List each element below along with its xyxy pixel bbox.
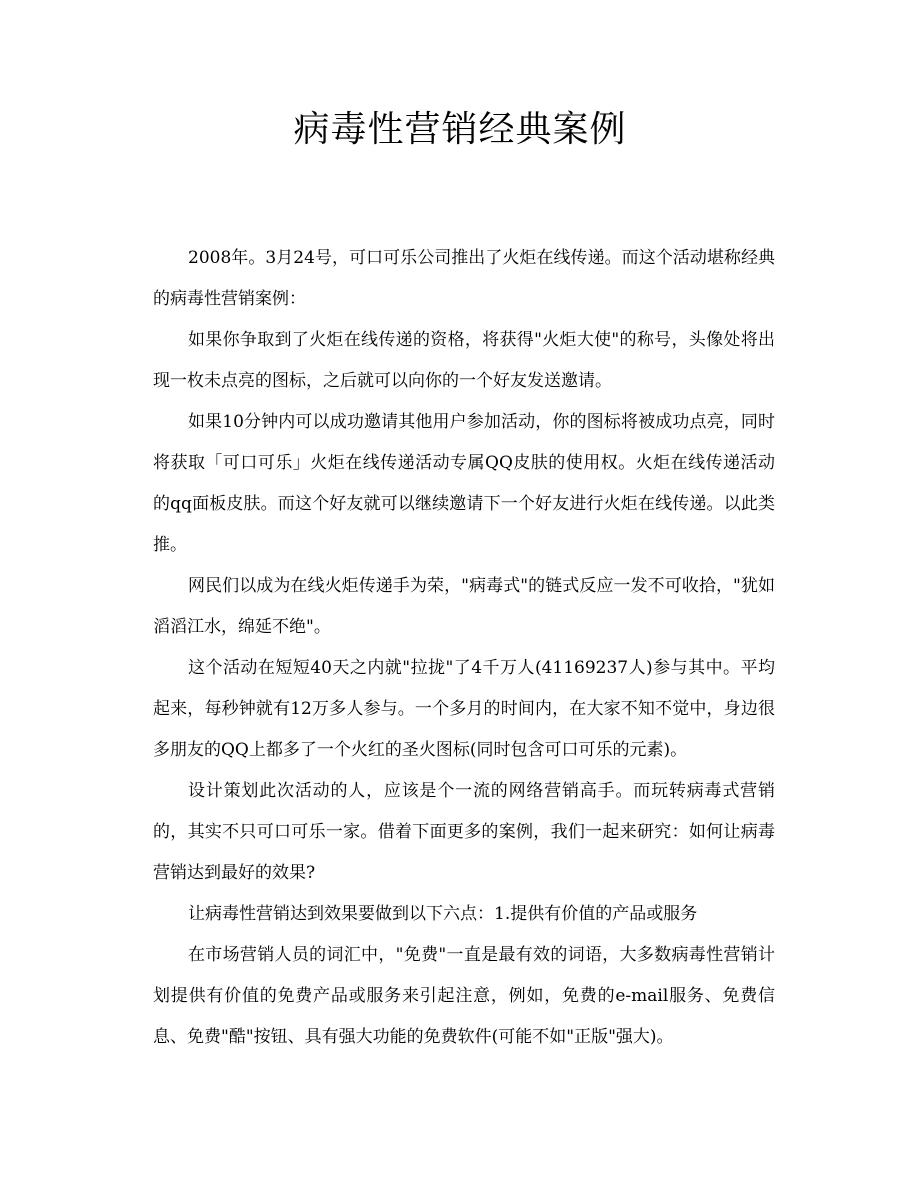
document-title: 病毒性营销经典案例: [293, 109, 627, 150]
document-body: [153, 238, 775, 1058]
paragraph-1: 2008年。3月24号，可口可乐公司推出了火炬在线传递。而这个活动堪称经典的病毒性营销案例：: [153, 248, 775, 309]
paragraph-5: 这个活动在短短40天之内就"拉拢"了4千万人(41169237人)参与其中。平均起来，每秒钟就有12万多人参与。一个多月的时间内，在大家不知不觉中，身边很多朋友的QQ上都多了一个火红的圣火图标(同时包含可口可乐的元素)。: [153, 658, 775, 760]
paragraph-6: 设计策划此次活动的人，应该是个一流的网络营销高手。而玩转病毒式营销的，其实不只可口可乐一家。借着下面更多的案例，我们一起来研究：如何让病毒营销达到最好的效果?: [153, 781, 775, 883]
paragraph-2: 如果你争取到了火炬在线传递的资格，将获得"火炬大使"的称号，头像处将出现一枚未点亮的图标，之后就可以向你的一个好友发送邀请。: [153, 330, 775, 391]
paragraph-4: 网民们以成为在线火炬传递手为荣，"病毒式"的链式反应一发不可收拾，"犹如滔滔江水，绵延不绝"。: [153, 576, 775, 637]
paragraph-3: 如果10分钟内可以成功邀请其他用户参加活动，你的图标将被成功点亮，同时将获取「可口可乐」火炬在线传递活动专属QQ皮肤的使用权。火炬在线传递活动的qq面板皮肤。而这个好友就可以继续邀请下一个好友进行火炬在线传递。以此类推。: [153, 412, 775, 555]
paragraph-7: 让病毒性营销达到效果要做到以下六点：1.提供有价值的产品或服务: [188, 904, 698, 924]
paragraph-8: 在市场营销人员的词汇中，"免费"一直是最有效的词语，大多数病毒性营销计划提供有价值的免费产品或服务来引起注意，例如，免费的e-mail服务、免费信息、免费"酷"按钮、具有强大功能的免费软件(可能不如"正版"强大)。: [153, 945, 775, 1047]
